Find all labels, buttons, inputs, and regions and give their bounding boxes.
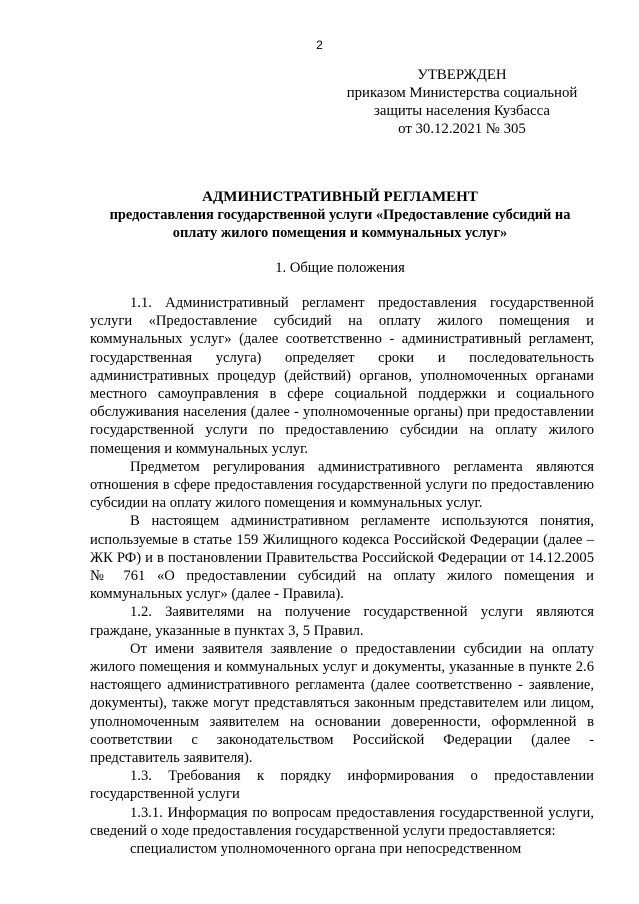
section-heading: 1. Общие положения — [275, 260, 405, 276]
title-block — [90, 188, 590, 242]
paragraph: 1.3. Требования к порядку информирования о предоставлении государственной услуги — [90, 768, 594, 803]
document-title: АДМИНИСТРАТИВНЫЙ РЕГЛАМЕНТ — [202, 189, 478, 205]
approval-line: УТВЕРЖДЕН — [417, 67, 507, 83]
paragraph: специалистом уполномоченного органа при непосредственном — [130, 841, 522, 858]
document-subtitle: предоставления государственной услуги «Предоставление субсидий на оплату жилого помещения и коммунальных услуг» — [109, 207, 571, 241]
paragraph: 1.3.1. Информация по вопросам предоставления государственной услуги, сведений о ходе предоставления государственной услуги предоставляется: — [90, 804, 594, 839]
approval-line: приказом Министерства социальной — [346, 85, 578, 101]
paragraph: От имени заявителя заявление о предоставлении субсидии на оплату жилого помещения и коммунальных услуг и документы, указанные в пункте 2.6 настоящего административного регламента (далее соответственно - заявление, документы), также могут представляться законным представителем или лицом, уполномоченным заявителем на основании доверенности, оформленной в соответствии с законодательством Российской Федерации (далее - представитель заявителя). — [90, 640, 594, 767]
approval-stamp — [337, 66, 587, 138]
paragraph: 1.2. Заявителями на получение государственной услуги являются граждане, указанные в пунктах 3, 5 Правил. — [90, 604, 594, 639]
approval-line: от 30.12.2021 № 305 — [398, 121, 526, 137]
approval-line: защиты населения Кузбасса — [374, 103, 550, 119]
paragraph: 1.1. Административный регламент предоставления государственной услуги «Предоставление субсидий на оплату жилого помещения и коммунальных услуг» (далее соответственно - административный регламент, государственная услуга) определяет сроки и последовательность административных процедур (действий) органов, уполномоченных органами местного самоуправления в сфере социальной поддержки и социального обслуживания населения (далее - уполномоченные органы) при предоставлении государственной услуги по предоставлению субсидии на оплату жилого помещения и коммунальных услуг. — [90, 295, 594, 457]
page-number: 2 — [316, 38, 323, 52]
paragraph: В настоящем административном регламенте используются понятия, используемые в статье 159 Жилищного кодекса Российской Федерации (далее – ЖК РФ) и в постановлении Правительства Российской Федерации от 14.12.2005 № 761 «О предоставлении субсидий на оплату жилого помещения и коммунальных услуг» (далее - Правила). — [90, 513, 594, 603]
body-text — [90, 294, 594, 858]
paragraph: Предметом регулирования административного регламента являются отношения в сфере предоставления государственной услуги по предоставлению субсидии на оплату жилого помещения и коммунальных услуг. — [90, 458, 594, 512]
